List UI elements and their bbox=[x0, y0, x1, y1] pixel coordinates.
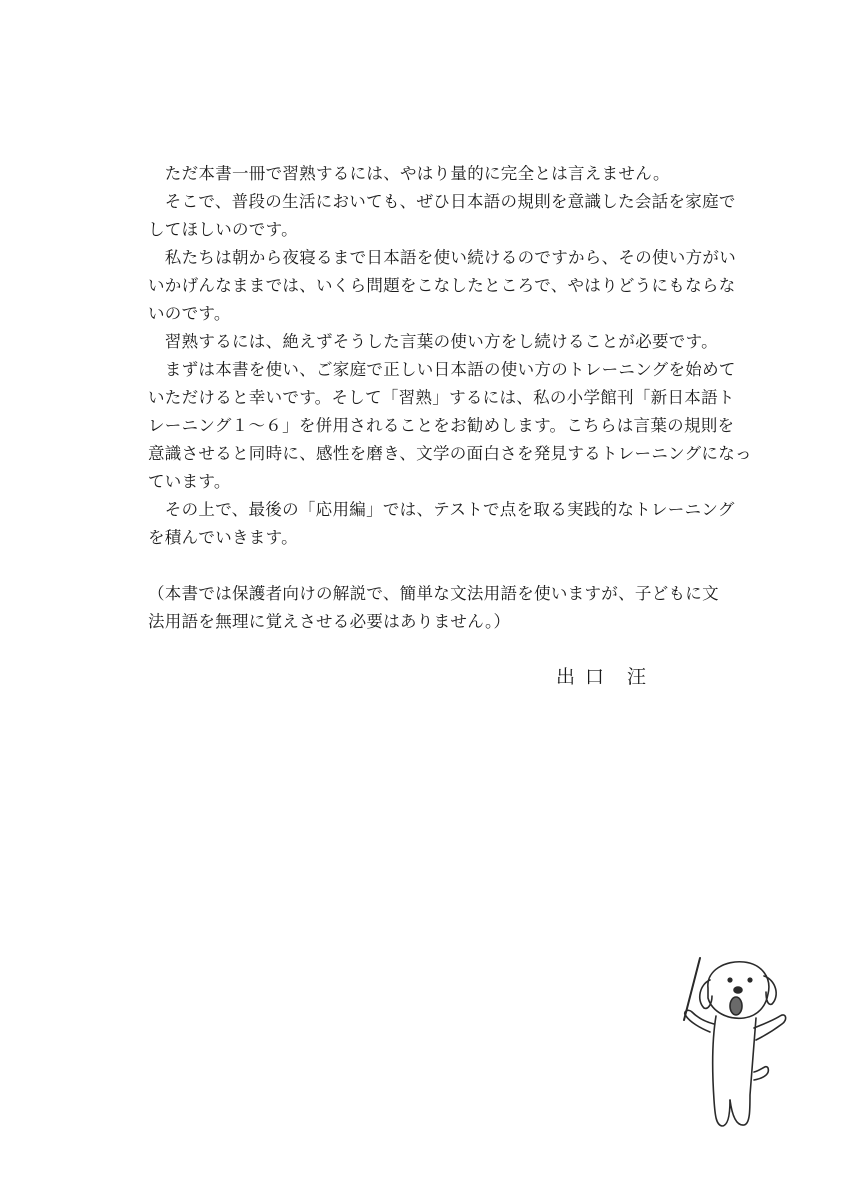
body-line: まずは本書を使い、ご家庭で正しい日本語の使い方のトレーニングを始めて bbox=[148, 360, 736, 379]
author-signature: 出 口 汪 bbox=[556, 666, 649, 688]
body-line: いかげんなままでは、いくら問題をこなしたところで、やはりどうにもならな bbox=[148, 276, 736, 295]
body-line: 習熟するには、絶えずそうした言葉の使い方をし続けることが必要です。 bbox=[148, 332, 718, 351]
paragraph-gap bbox=[148, 552, 728, 580]
body-line: ています。 bbox=[148, 472, 231, 491]
body-line: 意識させると同時に、感性を磨き、文学の面白さを発見するトレーニングになっ bbox=[148, 444, 752, 463]
body-line: を積んでいきます。 bbox=[148, 528, 298, 547]
body-line: その上で、最後の「応用編」では、テストで点を取る実践的なトレーニング bbox=[148, 500, 735, 519]
body-line: いただけると幸いです。そして「習熟」するには、私の小学館刊「新日本語ト bbox=[148, 388, 735, 407]
body-line: レーニング１～６」を併用されることをお勧めします。こちらは言葉の規則を bbox=[148, 416, 735, 435]
body-line: いのです。 bbox=[148, 304, 231, 323]
note-line: （本書では保護者向けの解説で、簡単な文法用語を使いますが、子どもに文 bbox=[148, 584, 719, 603]
body-line: してほしいのです。 bbox=[148, 220, 298, 239]
body-text bbox=[148, 160, 752, 636]
body-line: 私たちは朝から夜寝るまで日本語を使い続けるのですから、その使い方がい bbox=[148, 248, 736, 267]
note-line: 法用語を無理に覚えさせる必要はありません。） bbox=[148, 612, 511, 631]
dog-conductor-illustration bbox=[670, 950, 790, 1135]
body-line: そこで、普段の生活においても、ぜひ日本語の規則を意識した会話を家庭で bbox=[148, 192, 736, 211]
body-line: ただ本書一冊で習熟するには、やはり量的に完全とは言えません。 bbox=[148, 164, 670, 183]
